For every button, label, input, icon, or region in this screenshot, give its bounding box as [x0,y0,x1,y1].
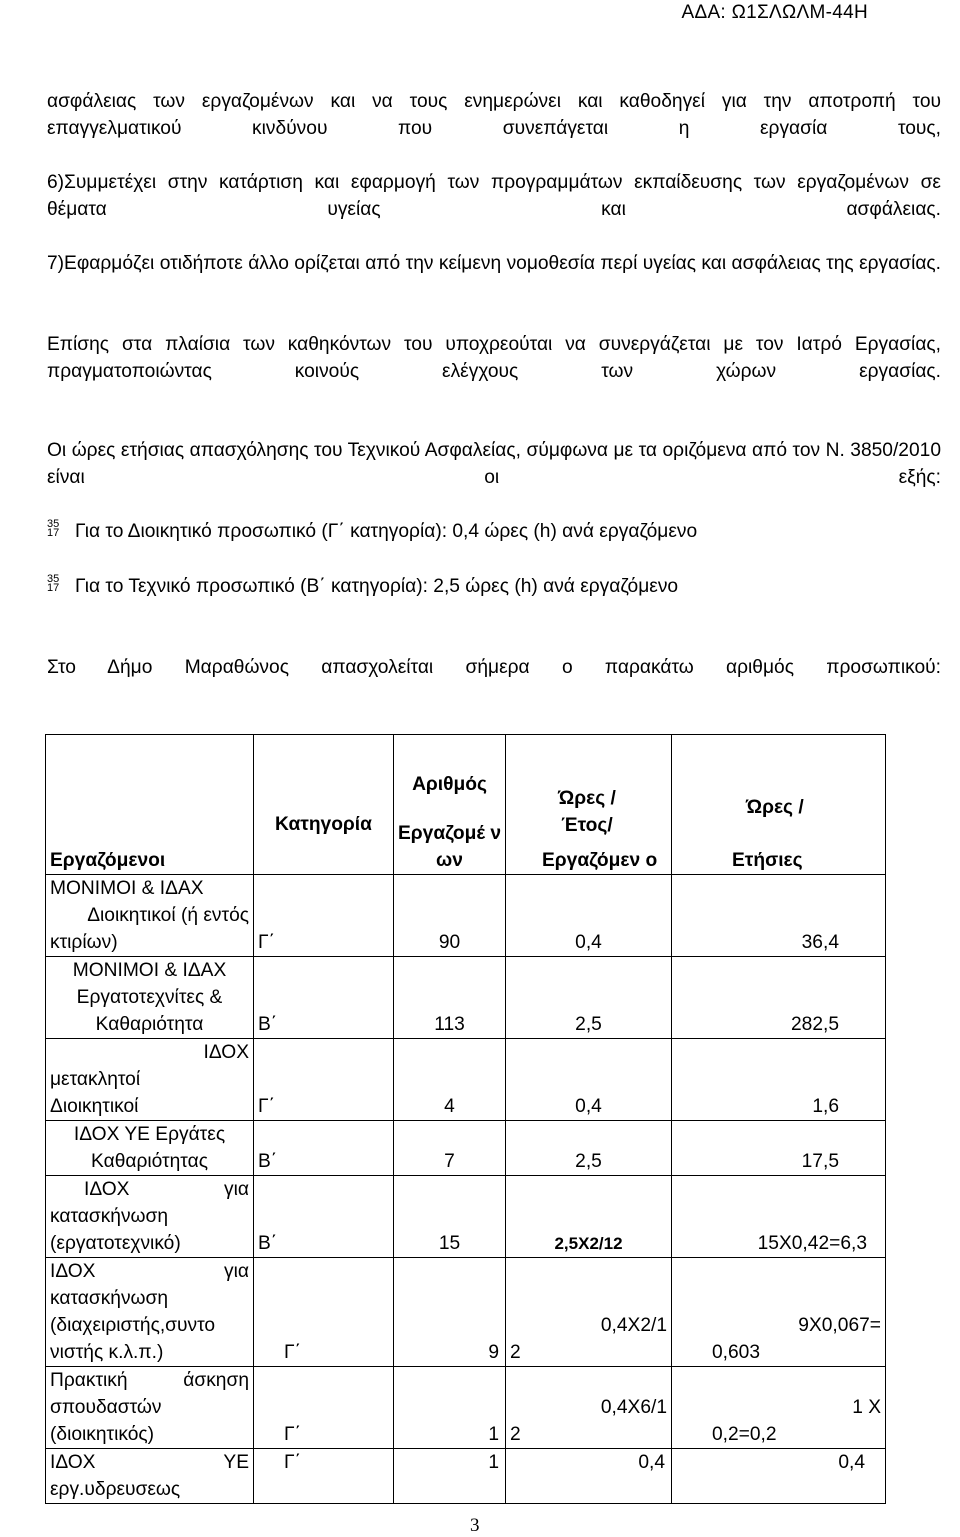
count-cell: 15 [394,1176,506,1258]
hours-cell: 0,4 [506,1449,672,1504]
employee-group: ΙΔΟΧ ΥΕ εργ.υδρευσεως [46,1449,254,1504]
yearly-cell: 17,5 [672,1121,886,1176]
table-row [46,1039,886,1121]
paragraph-staff-intro: Στο Δήμο Μαραθώνος απασχολείται σήμερα ο παρακάτω αριθμός προσωπικού: [47,657,941,678]
bullet-text: Για το Διοικητικό προσωπικό (Γ΄ κατηγορία): 0,4 ώρες (h) ανά εργαζόμενο [75,521,698,542]
paragraph-occupational-doctor: Επίσης στα πλαίσια των καθηκόντων του υποχρεούται να συνεργάζεται με τον Ιατρό Εργασίας, πραγματοποιώντας κοινούς ελέγχους των χώρων εργασίας. [47,334,941,382]
bullet-admin-staff [47,518,697,545]
staff-table [45,734,886,1504]
category-cell: Γ΄ [254,1039,394,1121]
category-cell: Β΄ [254,1121,394,1176]
hours-cell: 2,5 [506,1121,672,1176]
count-cell: 9 [394,1258,506,1367]
hours-cell: 0,4Χ2/1 2 [506,1258,672,1367]
category-cell: Γ΄ [254,1258,394,1367]
table-row [46,957,886,1039]
category-cell: Γ΄ [254,875,394,957]
document-code: ΑΔΑ: Ω1ΣΛΩΛΜ-44Η [681,2,868,23]
header-yearly-hours: Ώρες / Ετήσιες [672,735,886,875]
header-category: Κατηγορία [254,735,394,875]
count-cell: 1 [394,1449,506,1504]
employee-group: ΙΔΟΧ μετακλητοί Διοικητικοί [46,1039,254,1121]
count-cell: 1 [394,1367,506,1449]
bullet-symbol: 35 17 [47,517,60,539]
yearly-cell: 0,4 [672,1449,886,1504]
category-cell: Γ΄ [254,1367,394,1449]
table-row [46,1367,886,1449]
count-cell: 4 [394,1039,506,1121]
employee-group: ΙΔΟΧ για κατασκήνωση (εργατοτεχνικό) [46,1176,254,1258]
page-number: 3 [470,1515,480,1536]
employee-group: ΙΔΟΧ για κατασκήνωση (διαχειριστής,συντο νιστής κ.λ.π.) [46,1258,254,1367]
table-row [46,1176,886,1258]
hours-cell: 2,5Χ2/12 [506,1176,672,1258]
employee-group: ΙΔΟΧ ΥΕ Εργάτες Καθαριότητας [46,1121,254,1176]
header-count: Αριθμός Εργαζομέ νων [394,735,506,875]
header-hours-per-employee: Ώρες /Έτος/ Εργαζόμεν ο [506,735,672,875]
yearly-cell: 282,5 [672,957,886,1039]
count-cell: 113 [394,957,506,1039]
paragraph-safety-guidance: ασφάλειας των εργαζομένων και να τους ενημερώνει και καθοδηγεί για την αποτροπή του επαγγελματικού κινδύνου που συνεπάγεται η εργασία τους, [47,91,941,139]
hours-cell: 0,4Χ6/1 2 [506,1367,672,1449]
yearly-cell: 36,4 [672,875,886,957]
table-row [46,1449,886,1504]
employee-group: Πρακτική άσκηση σπουδαστών (διοικητικός) [46,1367,254,1449]
paragraph-item-7: 7)Εφαρμόζει οτιδήποτε άλλο ορίζεται από την κείμενη νομοθεσία περί υγείας και ασφάλειας της εργασίας. [47,253,941,274]
count-cell: 90 [394,875,506,957]
table-row [46,875,886,957]
paragraph-annual-hours: Οι ώρες ετήσιας απασχόλησης του Τεχνικού Ασφαλείας, σύμφωνα με τα οριζόμενα από τον Ν. 3850/2010 είναι οι εξής: [47,440,941,488]
category-cell: Γ΄ [254,1449,394,1504]
yearly-cell: 9Χ0,067= 0,603 [672,1258,886,1367]
paragraph-item-6: 6)Συμμετέχει στην κατάρτιση και εφαρμογή των προγραμμάτων εκπαίδευσης των εργαζομένων σε θέματα υγείας και ασφάλειας. [47,172,941,220]
yearly-cell: 1,6 [672,1039,886,1121]
yearly-cell: 1 Χ 0,2=0,2 [672,1367,886,1449]
header-employees: Εργαζόμενοι [46,735,254,875]
category-cell: Β΄ [254,957,394,1039]
table-row [46,1121,886,1176]
table-row [46,1258,886,1367]
hours-cell: 2,5 [506,957,672,1039]
bullet-symbol: 35 17 [47,572,60,594]
bullet-text: Για το Τεχνικό προσωπικό (Β΄ κατηγορία): 2,5 ώρες (h) ανά εργαζόμενο [75,576,679,597]
employee-group: ΜΟΝΙΜΟΙ & ΙΔΑΧ Εργατοτεχνίτες & Καθαριότητα [46,957,254,1039]
employee-group: ΜΟΝΙΜΟΙ & ΙΔΑΧ Διοικητικοί (ή εντός κτιρίων) [46,875,254,957]
bullet-technical-staff [47,573,678,600]
yearly-cell: 15Χ0,42=6,3 [672,1176,886,1258]
hours-cell: 0,4 [506,875,672,957]
count-cell: 7 [394,1121,506,1176]
category-cell: Β΄ [254,1176,394,1258]
hours-cell: 0,4 [506,1039,672,1121]
